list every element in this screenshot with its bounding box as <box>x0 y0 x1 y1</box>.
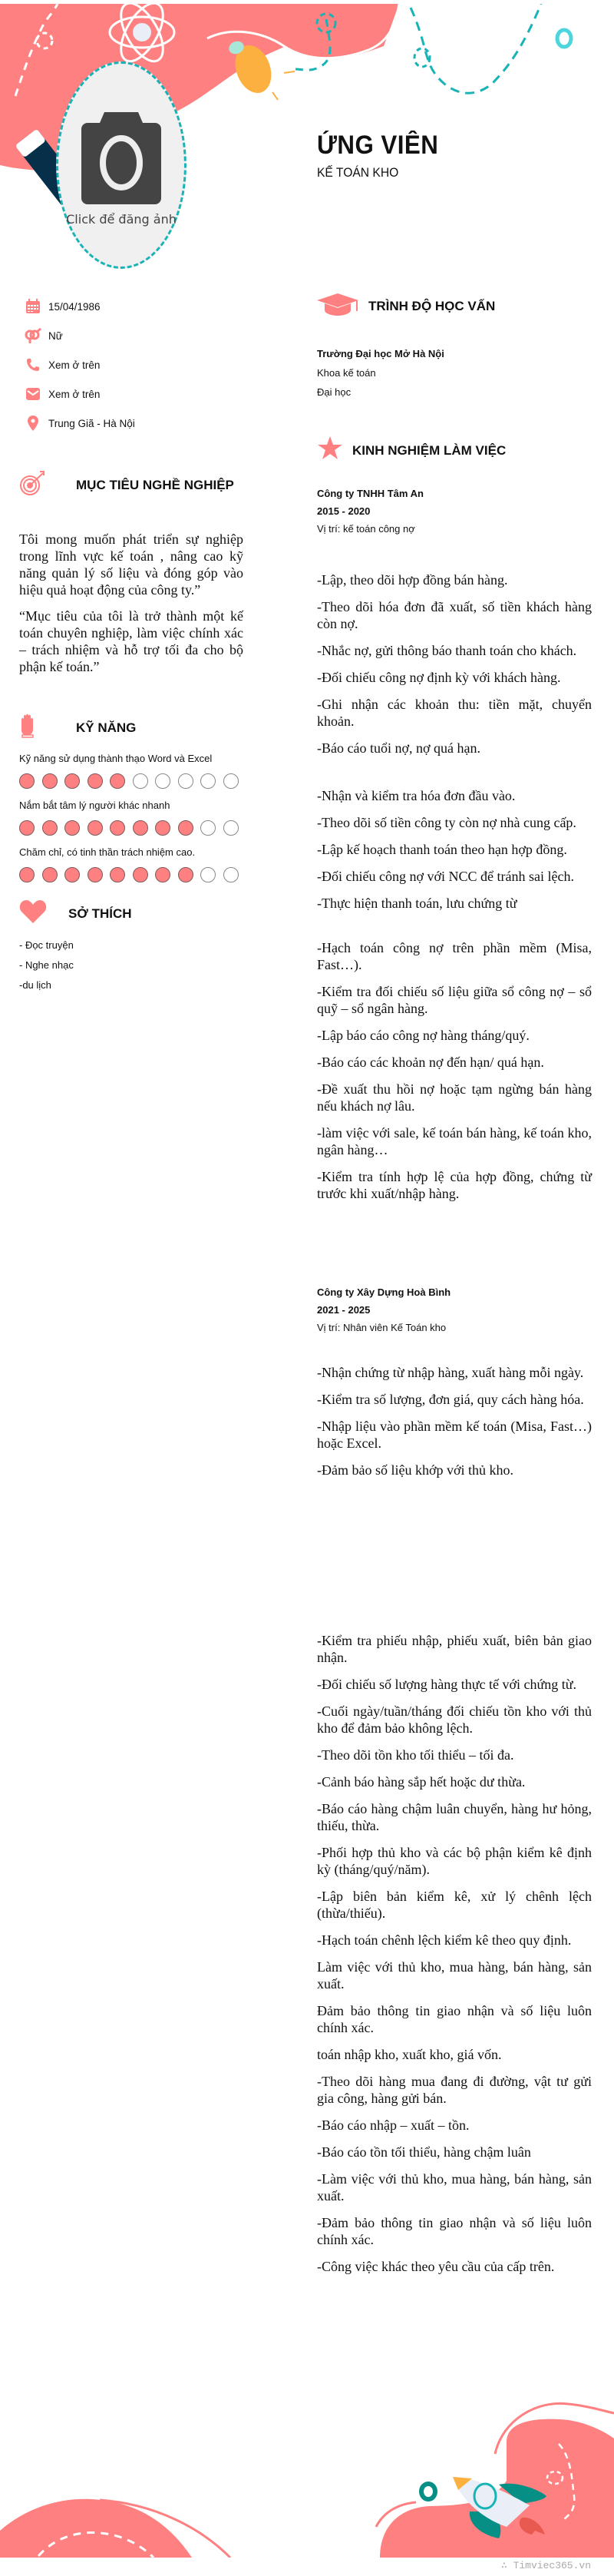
skill-name: Nắm bắt tâm lý người khác nhanh <box>19 800 170 811</box>
duty-item: -Công việc khác theo yêu cầu của cấp trên. <box>317 2259 555 2274</box>
duty-item: -Đối chiếu công nợ với NCC để tránh sai lệch. <box>317 869 574 884</box>
rating-dot-filled <box>133 820 148 836</box>
duty-item: -Hạch toán công nợ trên phần mềm (Misa, Fast…). <box>317 940 592 972</box>
objective-paragraph: Tôi mong muốn phát triển sự nghiệp trong lĩnh vực kế toán , nâng cao kỹ năng quản lý số liệu và đóng góp vào hiệu quả hoạt động của công ty.” <box>19 531 243 598</box>
rating-dot-filled <box>42 867 58 882</box>
contact-value: Nữ <box>48 329 63 342</box>
experience-header <box>317 436 592 465</box>
location-icon <box>18 416 48 431</box>
section-title: KINH NGHIỆM LÀM VIỆC <box>352 442 507 458</box>
duty-item: -Đối chiếu số lượng hàng thực tế với chứng từ. <box>317 1677 577 1692</box>
duty-item: -Đảm bảo số liệu khớp với thủ kho. <box>317 1462 514 1478</box>
rating-dot-filled <box>19 773 35 789</box>
duty-item: -Báo cáo tuổi nợ, nợ quá hạn. <box>317 740 480 756</box>
rating-dot-filled <box>64 867 80 882</box>
job-years: 2015 - 2020 <box>317 505 371 517</box>
rating-dot-empty <box>178 773 193 789</box>
hobbies-header <box>19 899 249 928</box>
duty-item: Làm việc với thủ kho, mua hàng, bán hàng, sản xuất. <box>317 1959 592 1992</box>
calendar-icon <box>18 299 48 314</box>
star-icon <box>317 436 352 465</box>
rating-dot-filled <box>155 820 170 836</box>
duty-item: -Ghi nhận các khoản thu: tiền mặt, chuyển khoản. <box>317 697 592 729</box>
contact-birthday <box>19 292 249 321</box>
contact-value: Xem ở trên <box>48 388 101 400</box>
job-duties <box>317 787 592 912</box>
duty-item: -Lập báo cáo công nợ hàng tháng/quý. <box>317 1028 530 1043</box>
duty-item: -Hạch toán chênh lệch kiểm kê theo quy định. <box>317 1932 572 1948</box>
section-title: KỸ NĂNG <box>76 720 137 735</box>
duty-item: -Đảm bảo thông tin giao nhận và số liệu luôn chính xác. <box>317 2215 592 2247</box>
right-column <box>317 292 592 2285</box>
education-degree: Đại học <box>317 386 352 398</box>
duty-item: -Nhận chứng từ nhập hàng, xuất hàng mỗi ngày. <box>317 1365 584 1380</box>
skill-name: Chăm chỉ, có tinh thần trách nhiệm cao. <box>19 846 196 858</box>
rating-dot-filled <box>155 867 170 882</box>
avatar-upload[interactable] <box>56 61 187 269</box>
section-title: TRÌNH ĐỘ HỌC VẤN <box>368 298 496 313</box>
skills-header <box>19 714 249 742</box>
rating-dot-filled <box>87 820 103 836</box>
avatar-upload-label: Click để đăng ảnh <box>66 211 177 227</box>
rating-dot-filled <box>178 820 193 836</box>
job-position: Vị trí: kế toán công nợ <box>317 523 415 535</box>
duty-item: -Theo dõi số tiền công ty còn nợ nhà cung cấp. <box>317 815 576 830</box>
duty-item: -Báo cáo các khoản nợ đến hạn/ quá hạn. <box>317 1055 544 1070</box>
duty-item: -Cảnh báo hàng sắp hết hoặc dư thừa. <box>317 1774 526 1790</box>
duty-item: -Nhắc nợ, gửi thông báo thanh toán cho khách. <box>317 643 577 658</box>
skill-rating <box>19 773 249 789</box>
duty-item: Đảm bảo thông tin giao nhận và số liệu luôn chính xác. <box>317 2003 592 2035</box>
hobby-item: - Nghe nhạc <box>19 959 74 971</box>
rating-dot-empty <box>133 773 148 789</box>
rating-dot-empty <box>223 773 239 789</box>
duty-item: -Kiểm tra phiếu nhập, phiếu xuất, biên bản giao nhận. <box>317 1633 592 1665</box>
heart-icon <box>19 899 58 928</box>
duty-item: -Đề xuất thu hồi nợ hoặc tạm ngừng bán hàng nếu khách nợ lâu. <box>317 1081 592 1114</box>
duty-item: -Đối chiếu công nợ định kỳ với khách hàng. <box>317 670 561 685</box>
job-title: KẾ TOÁN KHO <box>317 165 399 180</box>
rating-dot-empty <box>155 773 170 789</box>
job-entry <box>317 488 592 1202</box>
rating-dot-filled <box>19 820 35 836</box>
job-company: Công ty Xây Dựng Hoà Bình <box>317 1286 451 1298</box>
watermark: ∴ Timviec365.vn <box>500 2560 591 2571</box>
hobbies-list <box>19 935 249 995</box>
job-duties <box>317 571 592 757</box>
duty-item: -Báo cáo nhập – xuất – tồn. <box>317 2117 470 2133</box>
skill-rating <box>19 867 249 882</box>
rating-dot-empty <box>200 867 216 882</box>
rating-dot-empty <box>200 773 216 789</box>
rating-dot-filled <box>133 867 148 882</box>
duty-item: -làm việc với sale, kế toán bán hàng, kế toán kho, ngân hàng… <box>317 1125 592 1157</box>
candidate-name: ỨNG VIÊN <box>317 131 439 160</box>
duty-item: -Theo dõi tồn kho tối thiểu – tối đa. <box>317 1747 514 1763</box>
education-faculty: Khoa kế toán <box>317 367 376 379</box>
target-icon <box>19 470 58 500</box>
education-school: Trường Đại học Mở Hà Nội <box>317 348 444 359</box>
rating-dot-empty <box>223 820 239 836</box>
rating-dot-filled <box>42 773 58 789</box>
phone-icon <box>18 358 48 372</box>
duty-item: -Cuối ngày/tuần/tháng đối chiếu tồn kho với thủ kho để đảm bảo không lệch. <box>317 1704 592 1736</box>
duty-item: -Kiểm tra số lượng, đơn giá, quy cách hàng hóa. <box>317 1392 584 1407</box>
job-duties <box>317 1632 592 2275</box>
rating-dot-filled <box>42 820 58 836</box>
skill-rating <box>19 820 249 836</box>
duty-item: -Thực hiện thanh toán, lưu chứng từ <box>317 896 517 911</box>
duty-item: toán nhập kho, xuất kho, giá vốn. <box>317 2047 502 2062</box>
objective-header <box>19 470 249 500</box>
rating-dot-filled <box>87 773 103 789</box>
contact-list <box>19 292 249 438</box>
graduation-cap-icon <box>316 292 359 320</box>
job-duties <box>317 939 592 1202</box>
job-years: 2021 - 2025 <box>317 1304 371 1316</box>
rating-dot-filled <box>19 867 35 882</box>
duty-item: -Lập biên bản kiểm kê, xử lý chênh lệch (thừa/thiếu). <box>317 1889 592 1921</box>
contact-location <box>19 409 249 438</box>
rating-dot-filled <box>178 867 193 882</box>
email-icon <box>18 387 48 401</box>
duty-item: -Phối hợp thủ kho và các bộ phận kiểm kê định kỳ (tháng/quý/năm). <box>317 1845 592 1877</box>
duty-item: -Lập kế hoạch thanh toán theo hạn hợp đồng. <box>317 842 567 857</box>
rating-dot-filled <box>87 867 103 882</box>
job-duties <box>317 1364 592 1478</box>
section-title: SỞ THÍCH <box>68 906 132 921</box>
camera-icon <box>81 104 161 206</box>
contact-value: 15/04/1986 <box>48 300 101 313</box>
objective-text <box>19 531 243 675</box>
duty-item: -Kiểm tra tính hợp lệ của hợp đồng, chứng từ trước khi xuất/nhập hàng. <box>317 1169 592 1201</box>
hand-icon <box>19 714 58 742</box>
duty-item: -Báo cáo tồn tối thiểu, hàng chậm luân <box>317 2144 531 2160</box>
hobby-item: - Đọc truyện <box>19 939 74 951</box>
rating-dot-empty <box>223 867 239 882</box>
rating-dot-filled <box>64 820 80 836</box>
job-entry <box>317 1286 592 2275</box>
duty-item: -Nhập liệu vào phần mềm kế toán (Misa, Fast…) hoặc Excel. <box>317 1419 592 1451</box>
hobby-item: -du lịch <box>19 979 51 991</box>
left-column <box>19 292 249 995</box>
contact-value: Trung Giã - Hà Nội <box>48 417 135 429</box>
section-title: MỤC TIÊU NGHỀ NGHIỆP <box>76 477 234 492</box>
duty-item: -Báo cáo hàng chậm luân chuyển, hàng hư hỏng, thiếu, thừa. <box>317 1801 592 1833</box>
duty-item: -Nhận và kiểm tra hóa đơn đầu vào. <box>317 788 516 803</box>
duty-item: -Kiểm tra đối chiếu số liệu giữa sổ công nợ – sổ quỹ – sổ ngân hàng. <box>317 984 592 1016</box>
duty-item: -Lập, theo dõi hợp đồng bán hàng. <box>317 572 508 588</box>
contact-gender <box>19 321 249 350</box>
rating-dot-filled <box>110 820 125 836</box>
duty-item: -Làm việc với thủ kho, mua hàng, bán hàng, sản xuất. <box>317 2171 592 2204</box>
rating-dot-filled <box>110 773 125 789</box>
contact-phone <box>19 350 249 379</box>
objective-paragraph: “Mục tiêu của tôi là trở thành một kế toán chuyên nghiệp, làm việc chính xác – trách nhiệm và hỗ trợ tối đa cho bộ phận kế toán.” <box>19 608 243 674</box>
gender-icon <box>18 328 48 343</box>
duty-item: -Theo dõi hóa đơn đã xuất, số tiền khách hàng còn nợ. <box>317 599 592 631</box>
rating-dot-filled <box>64 773 80 789</box>
education-header <box>316 292 592 320</box>
job-company: Công ty TNHH Tâm An <box>317 488 424 499</box>
skill-name: Kỹ năng sử dụng thành thạo Word và Excel <box>19 753 213 764</box>
rating-dot-empty <box>200 820 216 836</box>
duty-item: -Theo dõi hàng mua đang đi đường, vật tư gửi gia công, hàng gửi bán. <box>317 2074 592 2106</box>
skills-list <box>19 753 249 882</box>
footer-decoration <box>0 2381 614 2558</box>
rating-dot-filled <box>110 867 125 882</box>
contact-value: Xem ở trên <box>48 359 101 371</box>
job-position: Vị trí: Nhân viên Kế Toán kho <box>317 1322 447 1333</box>
contact-email <box>19 379 249 409</box>
